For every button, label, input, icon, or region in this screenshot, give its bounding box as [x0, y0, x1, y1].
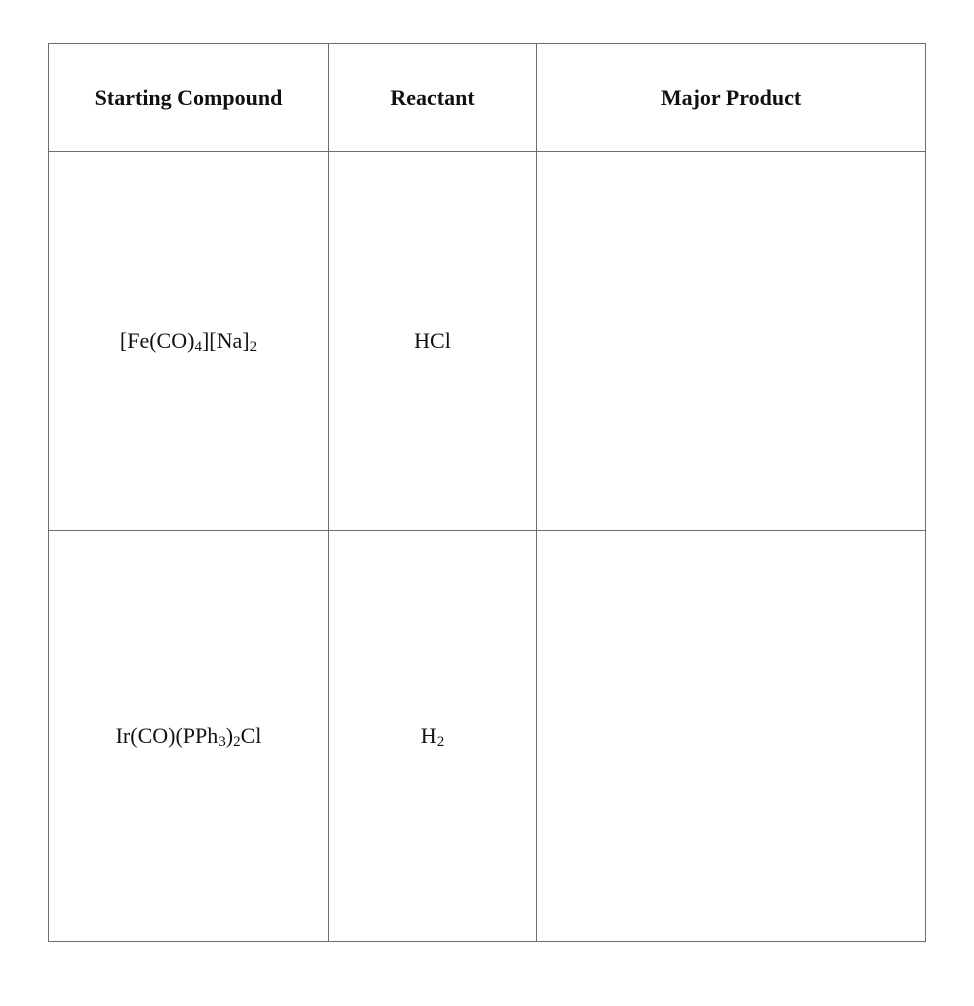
cell-reactant: [329, 531, 537, 942]
formula-part: Cl: [240, 723, 262, 748]
formula-part: [Fe(CO): [119, 328, 195, 353]
cell-major-product: [537, 152, 926, 531]
formula-part: ): [225, 723, 234, 748]
formula-subscript: 2: [233, 734, 241, 750]
header-reactant: Reactant: [329, 44, 537, 152]
formula-subscript: 2: [436, 734, 445, 750]
formula-subscript: 2: [249, 339, 258, 355]
table-row: [49, 152, 926, 531]
formula-subscript: 3: [218, 734, 226, 750]
cell-starting-compound: [49, 531, 329, 942]
cell-major-product: [537, 531, 926, 942]
formula-part: Ir(CO)(PPh: [115, 723, 219, 748]
cell-starting-compound: [49, 152, 329, 531]
cell-reactant: [329, 152, 537, 531]
table-row: [49, 531, 926, 942]
formula-subscript: 4: [194, 339, 202, 355]
reaction-table: [48, 43, 926, 942]
formula-part: HCl: [414, 328, 451, 353]
table-header-row: [49, 44, 926, 152]
formula-part: ][Na]: [201, 328, 250, 353]
header-major-product: Major Product: [537, 44, 926, 152]
formula-part: H: [420, 723, 437, 748]
header-starting-compound: Starting Compound: [49, 44, 329, 152]
